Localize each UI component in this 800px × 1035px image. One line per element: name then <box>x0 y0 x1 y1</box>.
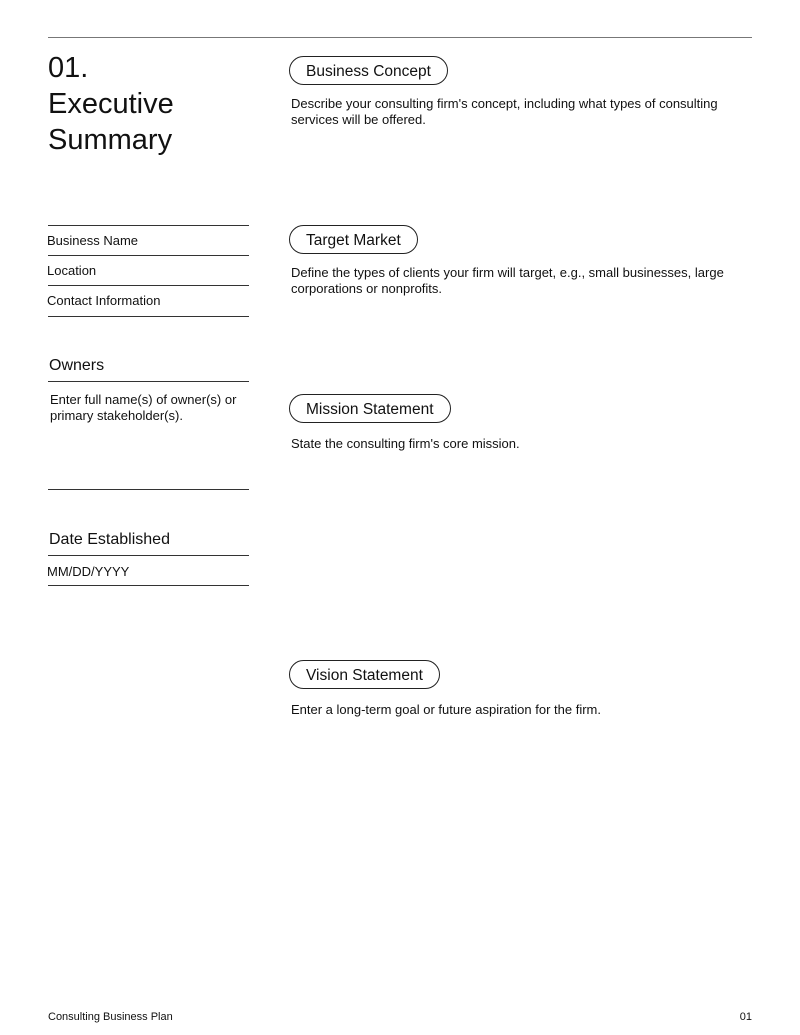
footer-page-number: 01 <box>739 1011 752 1023</box>
page-title <box>48 50 174 158</box>
top-rule <box>48 37 752 38</box>
contact-information-field[interactable]: Contact Information <box>47 293 161 308</box>
divider <box>48 255 249 256</box>
footer-document-title: Consulting Business Plan <box>48 1011 173 1023</box>
business-name-field[interactable]: Business Name <box>47 233 139 248</box>
vision-statement-text[interactable]: Enter a long-term goal or future aspiration for the firm. <box>291 702 601 717</box>
vision-statement-heading: Vision Statement <box>289 660 440 689</box>
section-number: 01. <box>48 52 89 84</box>
business-concept-heading: Business Concept <box>289 56 448 85</box>
divider <box>48 555 249 556</box>
divider <box>48 225 249 226</box>
target-market-text[interactable]: Define the types of clients your firm will target, e.g., small businesses, large corporations or nonprofits. <box>291 265 724 296</box>
mission-statement-text[interactable]: State the consulting firm's core mission. <box>291 436 520 451</box>
date-established-field[interactable]: MM/DD/YYYY <box>47 564 130 579</box>
owners-label: Owners <box>49 357 105 374</box>
location-field[interactable]: Location <box>47 263 97 278</box>
divider <box>48 381 249 382</box>
business-concept-text[interactable]: Describe your consulting firm's concept, including what types of consulting services will be offered. <box>291 96 718 127</box>
target-market-heading: Target Market <box>289 225 418 254</box>
title-line: Executive <box>48 88 174 120</box>
divider <box>48 489 249 490</box>
owners-field[interactable]: Enter full name(s) of owner(s) or primary stakeholder(s). <box>50 392 237 423</box>
divider <box>48 585 249 586</box>
mission-statement-heading: Mission Statement <box>289 394 451 423</box>
title-line: Summary <box>48 124 173 156</box>
divider <box>48 316 249 317</box>
date-established-label: Date Established <box>49 531 170 548</box>
divider <box>48 285 249 286</box>
